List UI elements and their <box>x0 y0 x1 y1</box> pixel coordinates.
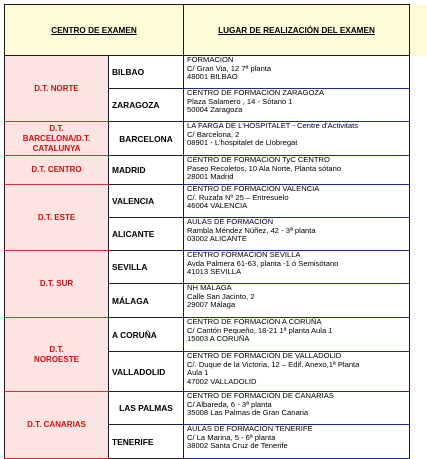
address-line: AULAS DE FORMACIÓN TENERIFE <box>187 425 409 434</box>
region-name-line: D.T. SUR <box>5 279 108 289</box>
address-line: LA FARGA DE L'HOSPITALET - Centre d'Activitats <box>187 122 409 131</box>
right-edge-cell <box>410 318 427 352</box>
table-row <box>5 56 427 89</box>
right-edge-cell <box>410 89 427 122</box>
right-edge-cell <box>410 251 427 284</box>
city-name: VALLADOLID <box>109 352 184 392</box>
address-line: Paseo Recoletos, 10 Ala Norte, Planta sótano <box>187 165 409 174</box>
region-name-line: D.T. <box>5 345 108 355</box>
address-line: 35008 Las Palmas de Gran Canaria <box>187 409 409 418</box>
region-name-line: D.T. CANARIAS <box>5 420 108 430</box>
header-exam-location <box>184 5 410 56</box>
header-row <box>5 5 427 56</box>
city-name: BARCELONA <box>109 122 184 156</box>
exam-location-address <box>184 352 410 392</box>
exam-location-address <box>184 218 410 251</box>
address-line: C/ Gran Via, 12 7ª planta <box>187 65 409 74</box>
city-name: LAS PALMAS <box>109 392 184 425</box>
region-name-line: D.T. CENTRO <box>5 165 108 175</box>
table-row <box>5 251 427 284</box>
exam-location-address <box>184 251 410 284</box>
address-line: 50004 Zaragoza <box>187 106 409 115</box>
exam-location-address <box>184 425 410 459</box>
header-exam-location-label: LUGAR DE REALIZACIÓN DEL EXAMEN <box>218 26 375 35</box>
city-name: BILBAO <box>109 56 184 89</box>
address-line: C/ Albareda, 6 - 3ª planta <box>187 401 409 410</box>
region-name-line: CATALUNYA <box>5 144 108 154</box>
address-line: CENTRO DE FORMACIÓN DE CANARIAS <box>187 392 409 401</box>
address-line: 41013 SEVILLA <box>187 268 409 277</box>
address-line: 03002 ALICANTE <box>187 235 409 244</box>
table-row <box>5 392 427 425</box>
address-line: 48001 BILBAO <box>187 73 409 82</box>
right-edge-cell <box>410 425 427 459</box>
right-edge-cell <box>410 5 427 56</box>
region-cell <box>5 156 109 185</box>
exam-location-address <box>184 156 410 185</box>
address-line: 47002 VALLADOLID <box>187 378 409 387</box>
address-line: Aula 1 <box>187 369 409 378</box>
table-row <box>5 185 427 218</box>
address-line: CENTRO DE FORMACIÓN A CORUÑA <box>187 318 409 327</box>
city-name: SEVILLA <box>109 251 184 284</box>
city-name: VALENCIA <box>109 185 184 218</box>
region-name-line: D.T. <box>5 124 108 134</box>
address-line: Plaza Salamero , 14 - Sótano 1 <box>187 98 409 107</box>
header-exam-center <box>5 5 184 56</box>
right-edge-cell <box>410 218 427 251</box>
right-edge-cell <box>410 156 427 185</box>
address-line: C/ La Marina, 5 - 6ª planta <box>187 434 409 443</box>
right-edge-cell <box>410 352 427 392</box>
address-line: CENTRO DE FORMACIÓN ZARAGOZA <box>187 89 409 98</box>
exam-location-address <box>184 122 410 156</box>
city-name: TENERIFE <box>109 425 184 459</box>
address-line: AULAS DE FORMACIÓN <box>187 218 409 227</box>
address-line: 15003 A CORUÑA <box>187 335 409 344</box>
region-name-line: BARCELONA/D.T. <box>5 134 108 144</box>
address-line: CENTRO DE FORMACIÓN VALENCIA <box>187 185 409 194</box>
region-cell <box>5 56 109 122</box>
address-line: CENTRO FORMACIÓN SEVILLA <box>187 251 409 260</box>
exam-location-address <box>184 89 410 122</box>
region-cell <box>5 251 109 318</box>
right-edge-cell <box>410 284 427 318</box>
address-line: Calle San Jacinto, 2 <box>187 293 409 302</box>
region-name-line: D.T. ESTE <box>5 213 108 223</box>
exam-location-address <box>184 284 410 318</box>
exam-location-address <box>184 318 410 352</box>
region-cell <box>5 392 109 459</box>
region-cell <box>5 122 109 156</box>
city-name: MADRID <box>109 156 184 185</box>
right-edge-cell <box>410 185 427 218</box>
table-row <box>5 318 427 352</box>
city-name: MÁLAGA <box>109 284 184 318</box>
address-line: 38002 Santa Cruz de Tenerife <box>187 442 409 451</box>
city-name: ZARAGOZA <box>109 89 184 122</box>
exam-centers-table <box>4 4 427 459</box>
address-line: C/. Duque de la Victoria, 12 – Edif. Anexo,1ª Planta <box>187 361 409 370</box>
address-line: C/ Cantón Pequeño, 18-21 1ª planta Aula 1 <box>187 327 409 336</box>
region-cell <box>5 185 109 251</box>
city-name: ALICANTE <box>109 218 184 251</box>
address-line: Rambla Méndez Núñez, 42 - 3ª planta <box>187 227 409 236</box>
exam-location-address <box>184 392 410 425</box>
address-line: CENTRO DE FORMACIÓN DE VALLADOLID <box>187 352 409 361</box>
address-line: NH MÁLAGA <box>187 284 409 293</box>
address-line: 08901 - L'hospitalet de Llobregat <box>187 139 409 148</box>
address-line: 46004 VALENCIA <box>187 202 409 211</box>
region-name-line: NOROESTE <box>5 355 108 365</box>
city-name: A CORUÑA <box>109 318 184 352</box>
address-line: 28001 Madrid <box>187 173 409 182</box>
address-line: C/. Ruzafa Nº 25 – Entresuelo <box>187 194 409 203</box>
exam-location-address <box>184 56 410 89</box>
header-exam-center-label: CENTRO DE EXAMEN <box>51 26 137 35</box>
address-line: FORMACION <box>187 56 409 65</box>
region-cell <box>5 318 109 392</box>
address-line: CENTRO DE FORMACIÓN TyC CENTRO <box>187 156 409 165</box>
address-line: 29007 Málaga <box>187 301 409 310</box>
address-line: C/ Barcelona, 2 <box>187 131 409 140</box>
right-edge-cell <box>410 392 427 425</box>
address-line: Avda Palmera 61-63, planta -1 ó Semisótano <box>187 260 409 269</box>
region-name-line: D.T. NORTE <box>5 84 108 94</box>
right-edge-cell <box>410 56 427 89</box>
exam-location-address <box>184 185 410 218</box>
right-edge-cell <box>410 122 427 156</box>
table-row <box>5 122 427 156</box>
table-row <box>5 156 427 185</box>
